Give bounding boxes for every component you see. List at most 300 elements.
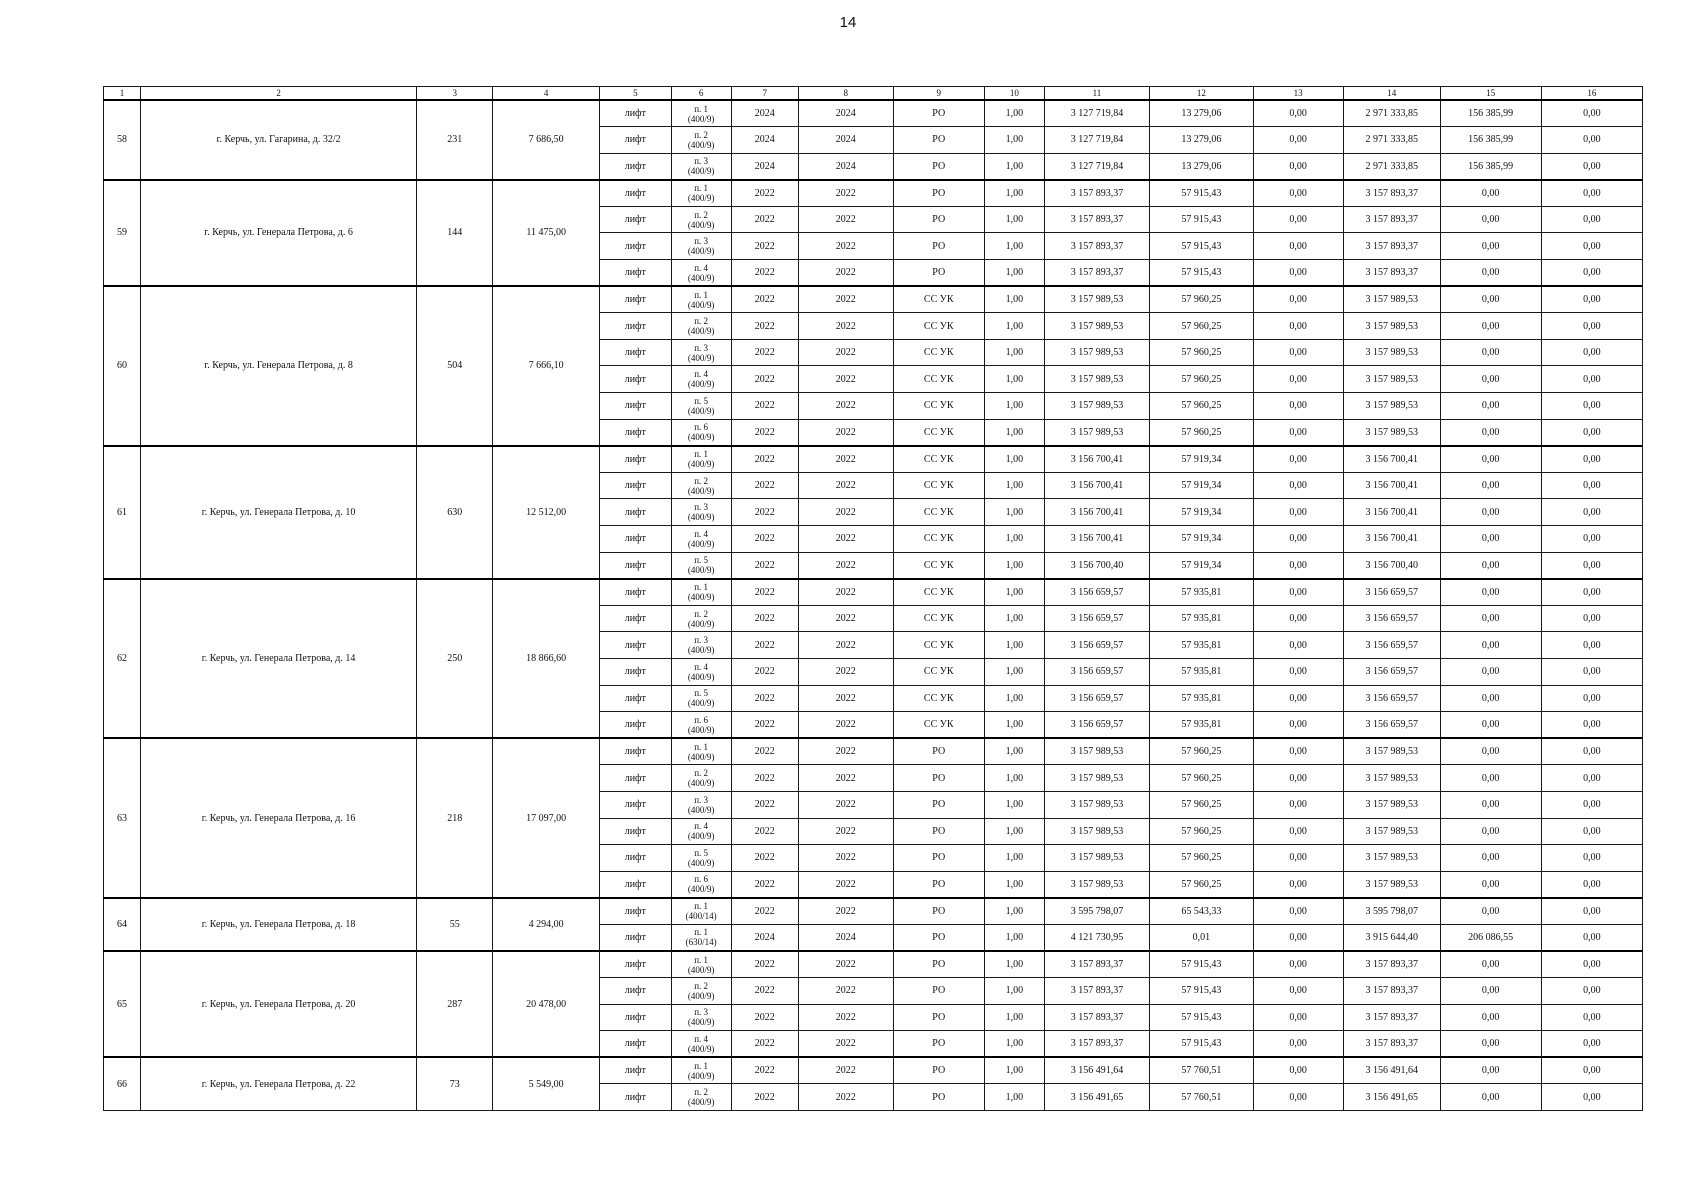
year-cell: 2022 <box>731 765 798 792</box>
elevator-spec: (400/9) <box>687 352 715 363</box>
value-cell: 57 960,25 <box>1150 871 1253 898</box>
quantity-cell: 1,00 <box>984 393 1044 420</box>
quantity-cell: 1,00 <box>984 579 1044 606</box>
funding-source-cell: СС УК <box>893 446 984 473</box>
entrance-number: п. 3 <box>694 635 709 646</box>
elevator-spec: (400/9) <box>687 459 715 470</box>
cost-cell: 4 121 730,95 <box>1044 924 1150 951</box>
entrance-cell <box>671 286 731 313</box>
value-cell: 3 157 989,53 <box>1343 791 1440 818</box>
equipment-type-cell: лифт <box>599 871 671 898</box>
value-cell: 0,00 <box>1541 871 1642 898</box>
equipment-type-cell: лифт <box>599 605 671 632</box>
entrance-number: п. 2 <box>694 980 709 991</box>
equipment-type-cell: лифт <box>599 1031 671 1058</box>
value-cell: 0,00 <box>1253 1031 1343 1058</box>
value-cell: 57 935,81 <box>1150 605 1253 632</box>
value-cell: 0,00 <box>1253 313 1343 340</box>
cost-cell: 3 127 719,84 <box>1044 127 1150 154</box>
value-cell: 3 157 893,37 <box>1343 260 1440 287</box>
column-number: 12 <box>1150 87 1253 101</box>
funding-source-cell: СС УК <box>893 419 984 446</box>
elevator-spec: (400/9) <box>687 565 715 576</box>
entrance-cell <box>671 552 731 579</box>
entrance-cell <box>671 153 731 180</box>
value-cell: 3 157 989,53 <box>1343 871 1440 898</box>
value-cell: 13 279,06 <box>1150 153 1253 180</box>
year-cell: 2022 <box>731 1084 798 1111</box>
value-cell: 0,00 <box>1541 260 1642 287</box>
quantity-cell: 1,00 <box>984 286 1044 313</box>
value-cell: 156 385,99 <box>1440 153 1541 180</box>
value-cell: 0,00 <box>1253 951 1343 978</box>
value-cell: 57 960,25 <box>1150 738 1253 765</box>
column-number: 2 <box>140 87 416 101</box>
value-cell: 57 919,34 <box>1150 499 1253 526</box>
cost-cell: 3 157 989,53 <box>1044 791 1150 818</box>
value-cell: 57 960,25 <box>1150 366 1253 393</box>
value-cell: 0,00 <box>1253 526 1343 553</box>
value-cell: 57 935,81 <box>1150 658 1253 685</box>
year-cell: 2022 <box>731 605 798 632</box>
funding-source-cell: РО <box>893 260 984 287</box>
value-cell: 0,00 <box>1253 685 1343 712</box>
column-number: 14 <box>1343 87 1440 101</box>
entrance-cell <box>671 791 731 818</box>
value-cell: 57 960,25 <box>1150 286 1253 313</box>
elevator-spec: (630/14) <box>685 937 717 948</box>
year-cell: 2022 <box>798 898 893 925</box>
entrance-number: п. 2 <box>694 475 709 486</box>
elevator-spec: (400/9) <box>687 379 715 390</box>
year-cell: 2022 <box>798 313 893 340</box>
year-cell: 2022 <box>798 472 893 499</box>
value-cell: 57 960,25 <box>1150 393 1253 420</box>
year-cell: 2022 <box>798 605 893 632</box>
entrance-cell <box>671 313 731 340</box>
equipment-type-cell: лифт <box>599 632 671 659</box>
row-number-cell: 61 <box>104 446 141 579</box>
quantity-cell: 1,00 <box>984 632 1044 659</box>
cost-cell: 3 156 700,41 <box>1044 499 1150 526</box>
row-number-cell: 66 <box>104 1057 141 1110</box>
entrance-number: п. 6 <box>694 422 709 433</box>
year-cell: 2022 <box>731 712 798 739</box>
value-cell: 0,00 <box>1440 685 1541 712</box>
value-cell: 0,00 <box>1440 472 1541 499</box>
column-number: 11 <box>1044 87 1150 101</box>
value-cell: 0,00 <box>1541 632 1642 659</box>
area-cell: 5 549,00 <box>493 1057 600 1110</box>
quantity-cell: 1,00 <box>984 765 1044 792</box>
funding-source-cell: РО <box>893 1031 984 1058</box>
value-cell: 57 915,43 <box>1150 233 1253 260</box>
value-cell: 0,00 <box>1541 339 1642 366</box>
quantity-cell: 1,00 <box>984 1057 1044 1084</box>
value-cell: 3 915 644,40 <box>1343 924 1440 951</box>
value-cell: 0,00 <box>1253 180 1343 207</box>
table-row <box>104 286 1643 313</box>
cost-cell: 3 156 659,57 <box>1044 605 1150 632</box>
year-cell: 2022 <box>731 978 798 1005</box>
entrance-number: п. 5 <box>694 688 709 699</box>
entrance-cell <box>671 685 731 712</box>
value-cell: 57 919,34 <box>1150 526 1253 553</box>
value-cell: 0,00 <box>1541 206 1642 233</box>
year-cell: 2022 <box>798 765 893 792</box>
entrance-cell <box>671 818 731 845</box>
value-cell: 57 915,43 <box>1150 180 1253 207</box>
value-cell: 57 935,81 <box>1150 579 1253 606</box>
year-cell: 2022 <box>798 366 893 393</box>
equipment-type-cell: лифт <box>599 472 671 499</box>
value-cell: 0,00 <box>1440 978 1541 1005</box>
cost-cell: 3 157 989,53 <box>1044 871 1150 898</box>
entrance-cell <box>671 898 731 925</box>
funding-source-cell: РО <box>893 924 984 951</box>
entrance-number: п. 1 <box>694 103 709 114</box>
funding-source-cell: СС УК <box>893 339 984 366</box>
value-cell: 2 971 333,85 <box>1343 127 1440 154</box>
funding-source-cell: РО <box>893 1084 984 1111</box>
value-cell: 0,00 <box>1440 260 1541 287</box>
area-cell: 7 686,50 <box>493 100 600 180</box>
table-row <box>104 579 1643 606</box>
value-cell: 3 156 659,57 <box>1343 605 1440 632</box>
year-cell: 2022 <box>731 260 798 287</box>
value-cell: 0,00 <box>1253 1057 1343 1084</box>
value-cell: 0,00 <box>1440 765 1541 792</box>
year-cell: 2022 <box>731 658 798 685</box>
year-cell: 2022 <box>798 552 893 579</box>
quantity-cell: 1,00 <box>984 898 1044 925</box>
value-cell: 156 385,99 <box>1440 127 1541 154</box>
value-cell: 57 915,43 <box>1150 1004 1253 1031</box>
equipment-type-cell: лифт <box>599 1004 671 1031</box>
equipment-type-cell: лифт <box>599 552 671 579</box>
year-cell: 2022 <box>798 499 893 526</box>
elevator-spec: (400/9) <box>687 1097 715 1108</box>
year-cell: 2022 <box>798 845 893 872</box>
entrance-number: п. 3 <box>694 502 709 513</box>
area-cell: 11 475,00 <box>493 180 600 286</box>
value-cell: 0,00 <box>1440 446 1541 473</box>
value-cell: 0,00 <box>1253 100 1343 127</box>
entrance-cell <box>671 765 731 792</box>
value-cell: 3 157 893,37 <box>1343 1004 1440 1031</box>
elevator-spec: (400/9) <box>687 113 715 124</box>
value-cell: 0,00 <box>1253 632 1343 659</box>
equipment-type-cell: лифт <box>599 924 671 951</box>
column-number-row <box>104 87 1643 101</box>
value-cell: 0,00 <box>1253 260 1343 287</box>
funding-source-cell: СС УК <box>893 393 984 420</box>
entrance-cell <box>671 978 731 1005</box>
value-cell: 3 157 893,37 <box>1343 206 1440 233</box>
entrance-cell <box>671 1084 731 1111</box>
year-cell: 2024 <box>731 127 798 154</box>
entrance-cell <box>671 472 731 499</box>
funding-source-cell: СС УК <box>893 313 984 340</box>
elevator-spec: (400/9) <box>687 405 715 416</box>
quantity-cell: 1,00 <box>984 100 1044 127</box>
entrance-cell <box>671 871 731 898</box>
value-cell: 0,00 <box>1541 685 1642 712</box>
value-cell: 0,00 <box>1440 1031 1541 1058</box>
value-cell: 0,00 <box>1253 898 1343 925</box>
equipment-type-cell: лифт <box>599 313 671 340</box>
value-cell: 0,00 <box>1253 552 1343 579</box>
entrance-number: п. 3 <box>694 236 709 247</box>
year-cell: 2022 <box>731 632 798 659</box>
cost-cell: 3 156 700,41 <box>1044 472 1150 499</box>
equipment-type-cell: лифт <box>599 1057 671 1084</box>
entrance-number: п. 1 <box>694 927 709 938</box>
value-cell: 0,00 <box>1541 366 1642 393</box>
value-cell: 2 971 333,85 <box>1343 153 1440 180</box>
value-cell: 3 157 989,53 <box>1343 313 1440 340</box>
value-cell: 0,00 <box>1541 419 1642 446</box>
column-number: 9 <box>893 87 984 101</box>
value-cell: 0,00 <box>1440 1004 1541 1031</box>
cost-cell: 3 157 893,37 <box>1044 233 1150 260</box>
year-cell: 2022 <box>798 1004 893 1031</box>
equipment-type-cell: лифт <box>599 526 671 553</box>
cost-cell: 3 156 700,41 <box>1044 446 1150 473</box>
value-cell: 0,00 <box>1253 419 1343 446</box>
value-cell: 0,00 <box>1253 1004 1343 1031</box>
quantity-cell: 1,00 <box>984 260 1044 287</box>
quantity-cell: 1,00 <box>984 658 1044 685</box>
entrance-cell <box>671 1004 731 1031</box>
value-cell: 0,00 <box>1253 658 1343 685</box>
cost-cell: 3 156 659,57 <box>1044 685 1150 712</box>
value-cell: 3 156 659,57 <box>1343 632 1440 659</box>
value-cell: 57 919,34 <box>1150 446 1253 473</box>
value-cell: 0,00 <box>1253 871 1343 898</box>
year-cell: 2022 <box>798 951 893 978</box>
year-cell: 2022 <box>731 818 798 845</box>
cost-cell: 3 157 989,53 <box>1044 393 1150 420</box>
value-cell: 0,00 <box>1440 393 1541 420</box>
value-cell: 0,00 <box>1541 313 1642 340</box>
funding-source-cell: РО <box>893 951 984 978</box>
year-cell: 2022 <box>731 845 798 872</box>
address-cell: г. Керчь, ул. Генерала Петрова, д. 16 <box>140 738 416 898</box>
cost-cell: 3 595 798,07 <box>1044 898 1150 925</box>
column-number: 16 <box>1541 87 1642 101</box>
value-cell: 0,00 <box>1541 845 1642 872</box>
column-number: 6 <box>671 87 731 101</box>
quantity-cell: 1,00 <box>984 180 1044 207</box>
value-cell: 57 960,25 <box>1150 818 1253 845</box>
value-cell: 3 156 491,65 <box>1343 1084 1440 1111</box>
value-cell: 0,00 <box>1253 738 1343 765</box>
value-cell: 3 156 659,57 <box>1343 658 1440 685</box>
equipment-type-cell: лифт <box>599 127 671 154</box>
elevator-spec: (400/9) <box>687 778 715 789</box>
entrance-number: п. 5 <box>694 847 709 858</box>
value-cell: 206 086,55 <box>1440 924 1541 951</box>
funding-source-cell: РО <box>893 127 984 154</box>
year-cell: 2022 <box>798 632 893 659</box>
elevator-spec: (400/9) <box>687 326 715 337</box>
funding-source-cell: СС УК <box>893 658 984 685</box>
entrance-cell <box>671 339 731 366</box>
value-cell: 3 156 659,57 <box>1343 685 1440 712</box>
entrance-number: п. 1 <box>694 901 709 912</box>
value-cell: 57 915,43 <box>1150 1031 1253 1058</box>
value-cell: 3 156 659,57 <box>1343 579 1440 606</box>
year-cell: 2022 <box>798 579 893 606</box>
value-cell: 57 915,43 <box>1150 951 1253 978</box>
year-cell: 2022 <box>798 791 893 818</box>
value-cell: 0,00 <box>1440 419 1541 446</box>
equipment-type-cell: лифт <box>599 100 671 127</box>
value-cell: 3 156 659,57 <box>1343 712 1440 739</box>
cost-cell: 3 156 659,57 <box>1044 712 1150 739</box>
column-number: 1 <box>104 87 141 101</box>
entrance-cell <box>671 1057 731 1084</box>
value-cell: 0,00 <box>1541 446 1642 473</box>
year-cell: 2022 <box>731 951 798 978</box>
value-cell: 3 157 893,37 <box>1343 951 1440 978</box>
value-cell: 3 156 700,41 <box>1343 446 1440 473</box>
entrance-cell <box>671 127 731 154</box>
value-cell: 0,00 <box>1440 738 1541 765</box>
quantity-cell: 1,00 <box>984 685 1044 712</box>
year-cell: 2022 <box>731 313 798 340</box>
table-row <box>104 100 1643 127</box>
area-cell: 17 097,00 <box>493 738 600 898</box>
equipment-type-cell: лифт <box>599 738 671 765</box>
value-cell: 0,00 <box>1541 393 1642 420</box>
entrance-number: п. 4 <box>694 262 709 273</box>
value-cell: 0,00 <box>1440 526 1541 553</box>
table-row <box>104 898 1643 925</box>
value-cell: 0,00 <box>1541 898 1642 925</box>
year-cell: 2022 <box>731 898 798 925</box>
year-cell: 2022 <box>731 180 798 207</box>
value-cell: 0,00 <box>1253 339 1343 366</box>
quantity-cell: 1,00 <box>984 127 1044 154</box>
value-cell: 3 156 700,41 <box>1343 526 1440 553</box>
value-cell: 57 919,34 <box>1150 472 1253 499</box>
row-number-cell: 64 <box>104 898 141 951</box>
year-cell: 2022 <box>731 685 798 712</box>
value-cell: 0,00 <box>1541 605 1642 632</box>
funding-source-cell: РО <box>893 978 984 1005</box>
value-cell: 0,00 <box>1541 818 1642 845</box>
funding-source-cell: РО <box>893 1004 984 1031</box>
year-cell: 2022 <box>798 978 893 1005</box>
year-cell: 2022 <box>798 206 893 233</box>
value-cell: 0,00 <box>1440 366 1541 393</box>
entrance-number: п. 1 <box>694 741 709 752</box>
entrance-number: п. 2 <box>694 316 709 327</box>
funding-source-cell: РО <box>893 1057 984 1084</box>
value-cell: 0,00 <box>1541 579 1642 606</box>
funding-source-cell: РО <box>893 153 984 180</box>
funding-source-cell: РО <box>893 738 984 765</box>
value-cell: 0,00 <box>1541 712 1642 739</box>
year-cell: 2022 <box>731 286 798 313</box>
year-cell: 2024 <box>798 924 893 951</box>
value-cell: 57 919,34 <box>1150 552 1253 579</box>
quantity-cell: 1,00 <box>984 206 1044 233</box>
funding-source-cell: РО <box>893 818 984 845</box>
entrance-number: п. 2 <box>694 768 709 779</box>
cost-cell: 3 156 700,41 <box>1044 526 1150 553</box>
value-cell: 0,00 <box>1541 286 1642 313</box>
address-cell: г. Керчь, ул. Генерала Петрова, д. 22 <box>140 1057 416 1110</box>
value-cell: 0,00 <box>1440 712 1541 739</box>
table-row <box>104 446 1643 473</box>
equipment-type-cell: лифт <box>599 180 671 207</box>
equipment-type-cell: лифт <box>599 153 671 180</box>
row-number-cell: 63 <box>104 738 141 898</box>
year-cell: 2022 <box>798 1084 893 1111</box>
value-cell: 0,00 <box>1541 1084 1642 1111</box>
value-cell: 57 935,81 <box>1150 632 1253 659</box>
address-cell: г. Керчь, ул. Генерала Петрова, д. 8 <box>140 286 416 446</box>
quantity-cell: 1,00 <box>984 871 1044 898</box>
cost-cell: 3 156 491,65 <box>1044 1084 1150 1111</box>
value-cell: 3 156 700,41 <box>1343 499 1440 526</box>
elevator-spec: (400/9) <box>687 698 715 709</box>
cost-cell: 3 157 893,37 <box>1044 978 1150 1005</box>
value-cell: 0,00 <box>1440 791 1541 818</box>
quantity-cell: 1,00 <box>984 791 1044 818</box>
value-cell: 0,00 <box>1440 1057 1541 1084</box>
year-cell: 2024 <box>798 153 893 180</box>
funding-source-cell: РО <box>893 233 984 260</box>
entrance-cell <box>671 632 731 659</box>
value-cell: 3 157 989,53 <box>1343 393 1440 420</box>
year-cell: 2022 <box>731 1031 798 1058</box>
col3-cell: 73 <box>417 1057 493 1110</box>
col3-cell: 504 <box>417 286 493 446</box>
value-cell: 3 156 700,40 <box>1343 552 1440 579</box>
entrance-number: п. 3 <box>694 156 709 167</box>
value-cell: 0,00 <box>1440 499 1541 526</box>
value-cell: 3 156 491,64 <box>1343 1057 1440 1084</box>
entrance-cell <box>671 579 731 606</box>
value-cell: 3 157 989,53 <box>1343 845 1440 872</box>
value-cell: 3 157 893,37 <box>1343 180 1440 207</box>
value-cell: 3 157 989,53 <box>1343 818 1440 845</box>
funding-source-cell: СС УК <box>893 712 984 739</box>
col3-cell: 287 <box>417 951 493 1057</box>
column-number: 13 <box>1253 87 1343 101</box>
year-cell: 2024 <box>731 153 798 180</box>
funding-source-cell: РО <box>893 845 984 872</box>
year-cell: 2022 <box>731 526 798 553</box>
funding-source-cell: СС УК <box>893 472 984 499</box>
column-number: 3 <box>417 87 493 101</box>
funding-source-cell: РО <box>893 898 984 925</box>
equipment-type-cell: лифт <box>599 286 671 313</box>
value-cell: 2 971 333,85 <box>1343 100 1440 127</box>
value-cell: 0,00 <box>1253 605 1343 632</box>
entrance-number: п. 4 <box>694 1033 709 1044</box>
year-cell: 2022 <box>731 472 798 499</box>
value-cell: 0,00 <box>1541 526 1642 553</box>
equipment-type-cell: лифт <box>599 446 671 473</box>
col3-cell: 218 <box>417 738 493 898</box>
row-number-cell: 65 <box>104 951 141 1057</box>
page-number: 14 <box>839 14 857 31</box>
